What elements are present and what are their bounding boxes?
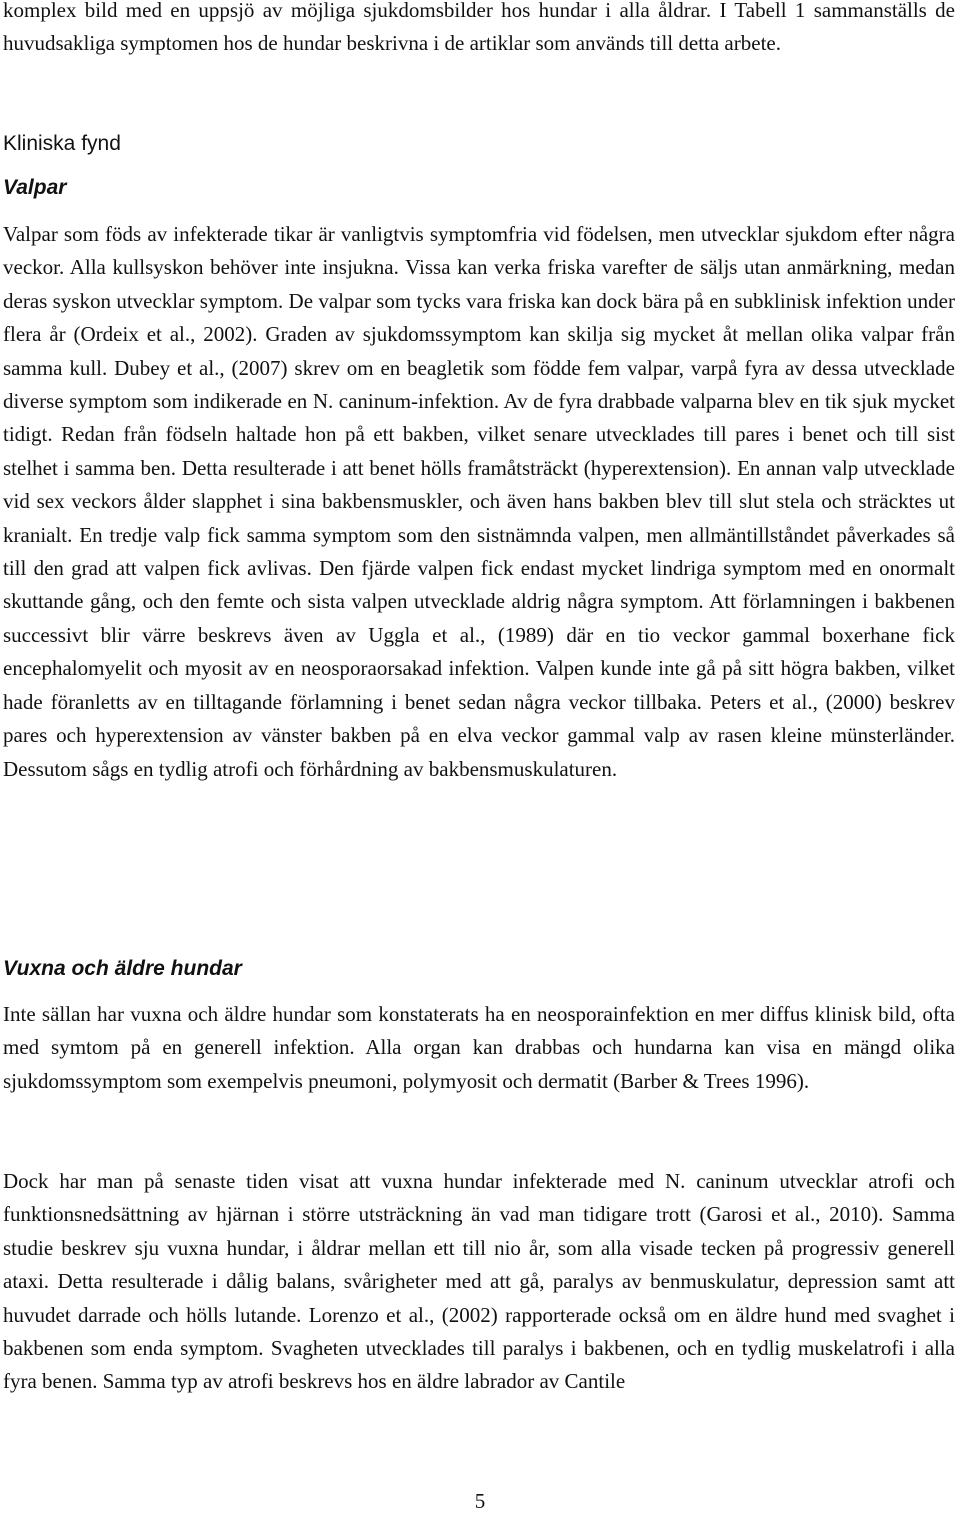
subheading-valpar-block — [3, 174, 955, 202]
intro-paragraph-block — [3, 0, 955, 61]
vuxna-paragraph-1: Inte sällan har vuxna och äldre hundar som konstaterats ha en neosporainfektion en mer diffus klinisk bild, ofta med symtom på en generell infektion. Alla organ kan drabbas och hundarna kan visa en mängd olika sjukdomssymptom som exempelvis pneumoni, polymyosit och dermatit (Barber & Trees 1996). — [3, 1002, 955, 1093]
subheading-vuxna-block — [3, 955, 955, 983]
subheading-vuxna-och-aldre-hundar: Vuxna och äldre hundar — [3, 957, 242, 980]
vuxna-paragraph-1-block — [3, 998, 955, 1098]
page-number: 5 — [474, 1489, 486, 1513]
intro-paragraph: komplex bild med en uppsjö av möjliga sjukdomsbilder hos hundar i alla åldrar. I Tabell 1 sammanställs de huvudsakliga symptomen hos de hundar beskrivna i de artiklar som används till detta arbete. — [3, 0, 955, 56]
valpar-paragraph: Valpar som föds av infekterade tikar är vanligtvis symptomfria vid födelsen, men utvecklar sjukdom efter några veckor. Alla kullsyskon behöver inte insjukna. Vissa kan verka friska varefter de säljs utan anmärkning, medan deras syskon utvecklar symptom. De valpar som tycks vara friska kan dock bära på en subklinisk infektion under flera år (Ordeix et al., 2002). Graden av sjukdomssymptom kan skilja sig mycket åt mellan olika valpar från samma kull. Dubey et al., (2007) skrev om en beagletik som födde fem valpar, varpå fyra av dessa utvecklade diverse symptom som indikerade en N. caninum-infektion. Av de fyra drabbade valparna blev en tik sjuk mycket tidigt. Redan från födseln haltade hon på ett bakben, vilket senare utvecklades till pares i benet och till sist stelhet i samma ben. Detta resulterade i att benet hölls framåtsträckt (hyperextension). En annan valp utvecklade vid sex veckors ålder slapphet i sina bakbensmuskler, och även hans bakben blev till slut stela och sträcktes ut kranialt. En tredje valp fick samma symptom som den sistnämnda valpen, men allmäntillståndet påverkades så till den grad att valpen fick avlivas. Den fjärde valpen fick endast mycket lindriga symptom med en onormalt skuttande gång, och den femte och sista valpen utvecklade aldrig några symptom. Att förlamningen i bakbenen successivt blir värre beskrevs även av Uggla et al., (1989) där en tio veckor gammal boxerhane fick encephalomyelit och myosit av en neosporaorsakad infektion. Valpen kunde inte gå på sitt högra bakben, vilket hade föranletts av en tilltagande förlamning i benet sedan några veckor tillbaka. Peters et al., (2000) beskrev pares och hyperextension av vänster bakben på en elva veckor gammal valp av rasen kleine münsterländer. Dessutom sågs en tydlig atrofi och förhårdning av bakbensmuskulaturen. — [3, 222, 955, 781]
vuxna-paragraph-2-block — [3, 1165, 955, 1399]
subheading-valpar: Valpar — [3, 176, 67, 199]
valpar-paragraph-block — [3, 218, 955, 786]
section-heading-block — [3, 130, 955, 158]
vuxna-paragraph-2: Dock har man på senaste tiden visat att vuxna hundar infekterade med N. caninum utvecklar atrofi och funktionsnedsättning av hjärnan i större utsträckning än vad man tidigare trott (Garosi et al., 2010). Samma studie beskrev sju vuxna hundar, i åldrar mellan ett till nio år, som alla visade tecken på progressiv generell ataxi. Detta resulterade i dålig balans, svårigheter med att gå, paralys av benmuskulatur, depression samt att huvudet darrade och hölls lutande. Lorenzo et al., (2002) rapporterade också om en äldre hund med svaghet i bakbenen som enda symptom. Svagheten utvecklades till paralys i bakbenen, och en tydlig muskelatrofi i alla fyra benen. Samma typ av atrofi beskrevs hos en äldre labrador av Cantile — [3, 1169, 955, 1394]
section-heading-kliniska-fynd: Kliniska fynd — [3, 132, 121, 155]
